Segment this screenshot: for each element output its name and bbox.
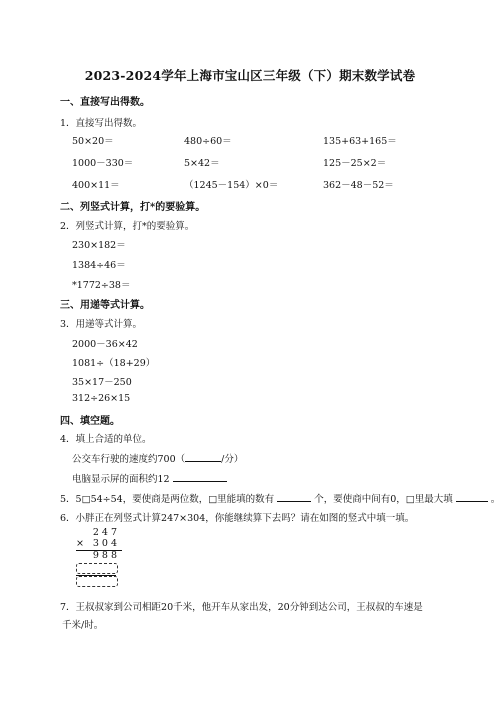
question-7-line-1: 7．王叔叔家到公司相距20千米，他开车从家出发，20分钟到达公司，王叔叔的车速是: [60, 602, 423, 613]
q1-item: 125－25×2＝: [323, 158, 387, 169]
multiplier: 304: [92, 538, 120, 549]
page-title: 2023-2024学年上海市宝山区三年级（下）期末数学试卷: [84, 68, 416, 83]
q3-item: 312÷26×15: [72, 393, 131, 404]
q4-line-1-prefix: 公交车行驶的速度约700（: [72, 454, 186, 465]
q3-item: 1081÷（18+29）: [72, 358, 156, 369]
q3-item: 35×17－250: [72, 377, 132, 388]
section-heading-3: 三、用递等式计算。: [60, 300, 150, 311]
section-heading-4: 四、填空题。: [60, 416, 120, 427]
q5-text-suffix: 。: [490, 494, 500, 505]
question-2-label: 2．列竖式计算，打*的要验算。: [60, 221, 195, 232]
section-heading-1: 一、直接写出得数。: [60, 97, 150, 108]
answer-box[interactable]: [76, 563, 118, 574]
question-1-label: 1．直接写出得数。: [60, 118, 143, 129]
q5-text-prefix: 5．5□54÷54，要使商是两位数，□里能填的数有: [60, 494, 275, 505]
question-4-label: 4．填上合适的单位。: [60, 434, 152, 445]
answer-blank[interactable]: [456, 492, 488, 502]
q4-line-2-text: 电脑显示屏的面积约12: [72, 474, 170, 485]
question-6-text: 6．小胖正在列竖式计算247×304，你能继续算下去吗？请在如图的竖式中填一填。: [60, 513, 415, 524]
q1-item: 480÷60＝: [184, 136, 232, 147]
q2-item: 230×182＝: [72, 240, 126, 251]
q1-item: 362－48－52＝: [323, 180, 394, 191]
q4-line-2: [72, 471, 227, 485]
q1-item: 5×42＝: [184, 158, 220, 169]
q5-text-middle: 个，要使商中间有0，□里最大填: [314, 494, 453, 505]
q1-item: 1000－330＝: [72, 158, 134, 169]
q1-item: 135+63+165＝: [323, 136, 397, 147]
q1-item: 400×11＝: [72, 180, 120, 191]
q3-item: 2000－36×42: [72, 339, 138, 350]
question-3-label: 3．用递等式计算。: [60, 319, 143, 330]
q4-line-1-suffix: /分）: [221, 454, 244, 465]
section-heading-2: 二、列竖式计算，打*的要验算。: [60, 202, 206, 213]
partial-product: 988: [92, 550, 120, 561]
answer-blank[interactable]: [277, 492, 311, 502]
q1-item: （1245－154）×0＝: [184, 180, 279, 191]
question-5: [60, 491, 500, 505]
multiplicand: 247: [92, 527, 120, 538]
answer-blank[interactable]: [173, 472, 227, 482]
times-sign: ×: [76, 538, 84, 549]
question-7-line-2: 千米/时。: [62, 620, 104, 631]
vertical-multiplication: [76, 527, 128, 587]
answer-box[interactable]: [76, 576, 118, 587]
answer-blank[interactable]: [185, 452, 221, 462]
q2-item: 1384÷46＝: [72, 260, 126, 271]
q1-item: 50×20＝: [72, 136, 114, 147]
q2-item: *1772÷38＝: [72, 280, 131, 291]
q4-line-1: [72, 451, 243, 465]
